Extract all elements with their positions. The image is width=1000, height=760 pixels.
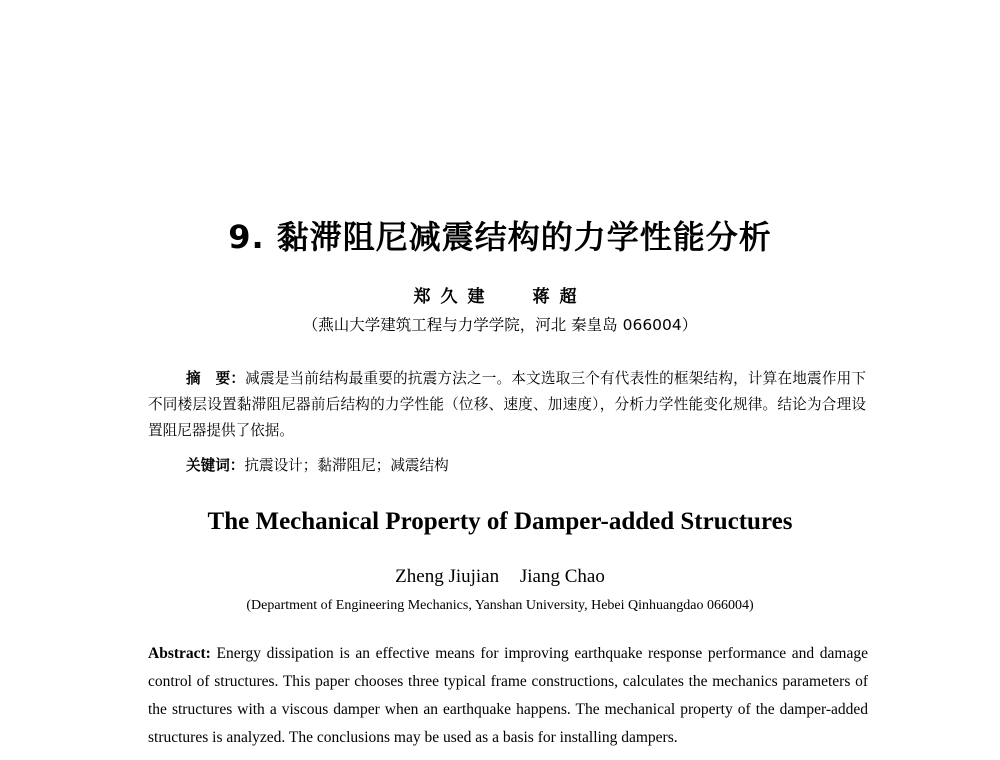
chinese-authors [0,282,1000,307]
chinese-affiliation: （燕山大学建筑工程与力学学院，河北 秦皇岛 066004） [302,316,698,334]
english-authors [0,566,1000,588]
chinese-abstract-label: 摘 要： [186,370,246,387]
chinese-title: 9. 黏滞阻尼减震结构的力学性能分析 [228,218,772,256]
english-abstract-label: Abstract: [148,645,211,662]
chinese-keywords [186,454,449,475]
english-title: The Mechanical Property of Damper-added Structures [207,508,793,535]
chinese-author-1: 郑久建 [413,287,495,307]
english-abstract-text: Energy dissipation is an effective means for improving earthquake response performance and damage control of structures. This paper chooses three typical frame constructions, calculates the mechanics parameters of the structures with a viscous damper when an earthquake happens. The mechanical property of the damper-added structures is analyzed. The conclusions may be used as a basis for installing dampers. [148,645,868,746]
english-affiliation: (Department of Engineering Mechanics, Yanshan University, Hebei Qinhuangdao 066004) [246,598,754,613]
english-author-1: Zheng Jiujian [395,566,500,587]
english-abstract [148,640,868,752]
chinese-abstract [148,366,866,444]
chinese-abstract-text: 减震是当前结构最重要的抗震方法之一。本文选取三个有代表性的框架结构，计算在地震作用下不同楼层设置黏滞阻尼器前后结构的力学性能（位移、速度、加速度），分析力学性能变化规律。结论为合理设置阻尼器提供了依据。 [148,370,866,439]
chinese-keywords-text: 抗震设计；黏滞阻尼；减震结构 [244,457,449,474]
english-author-2: Jiang Chao [519,566,605,587]
chinese-keywords-label: 关键词： [186,457,245,474]
chinese-author-2: 蒋超 [532,287,587,307]
